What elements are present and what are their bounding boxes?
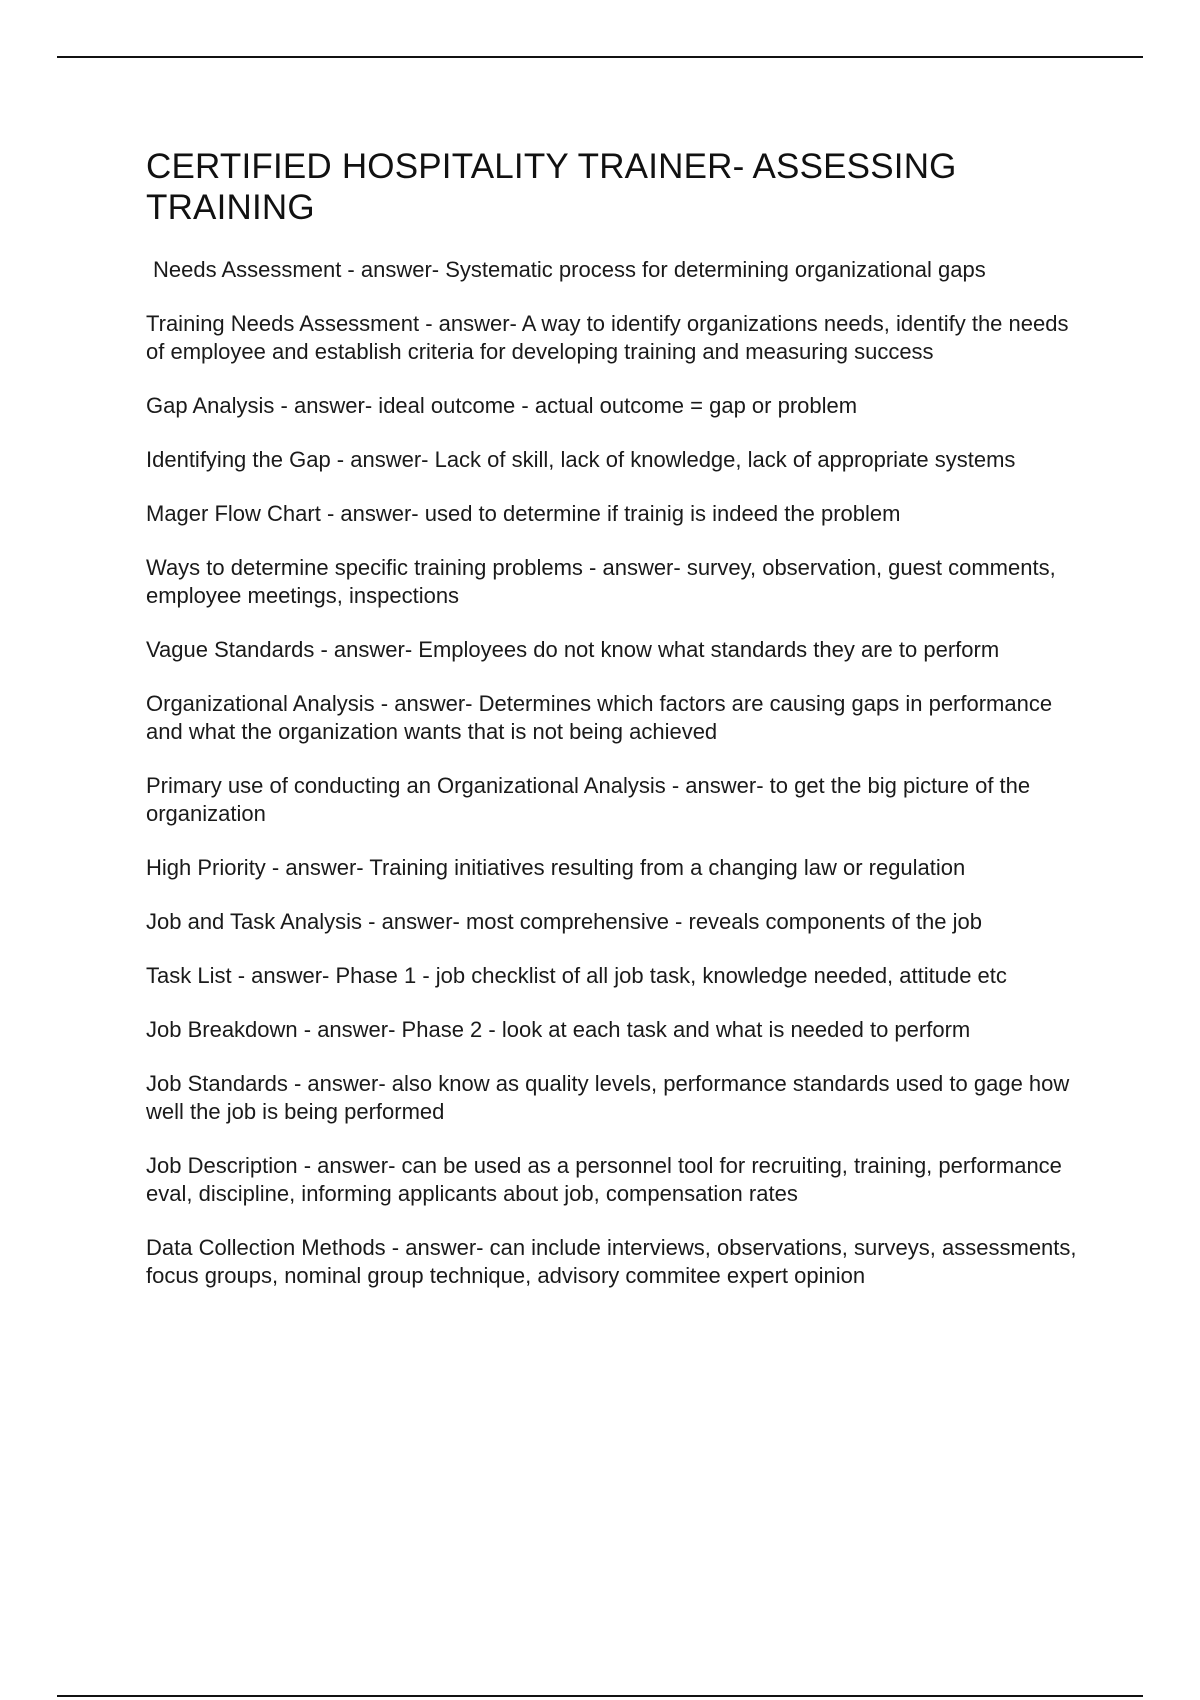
qa-entry: Training Needs Assessment - answer- A way to identify organizations needs, identify the needs of employee and establish criteria for developing training and measuring success	[146, 311, 1069, 364]
qa-entry: Data Collection Methods - answer- can include interviews, observations, surveys, assessments, focus groups, nominal group technique, advisory commitee expert opinion	[146, 1235, 1077, 1288]
top-rule	[57, 56, 1143, 58]
qa-entry: Job Description - answer- can be used as a personnel tool for recruiting, training, performance eval, discipline, informing applicants about job, compensation rates	[146, 1153, 1062, 1206]
bottom-rule	[57, 1695, 1143, 1697]
qa-entry: Needs Assessment - answer- Systematic process for determining organizational gaps	[153, 257, 986, 282]
qa-entry: Job and Task Analysis - answer- most comprehensive - reveals components of the job	[146, 909, 982, 934]
qa-entry: Mager Flow Chart - answer- used to determine if trainig is indeed the problem	[146, 501, 901, 526]
qa-entry: Identifying the Gap - answer- Lack of skill, lack of knowledge, lack of appropriate systems	[146, 447, 1016, 472]
qa-entry: High Priority - answer- Training initiatives resulting from a changing law or regulation	[146, 855, 966, 880]
qa-entry: Vague Standards - answer- Employees do not know what standards they are to perform	[146, 637, 1000, 662]
qa-entry: Job Standards - answer- also know as quality levels, performance standards used to gage how well the job is being performed	[146, 1071, 1070, 1124]
qa-entry: Gap Analysis - answer- ideal outcome - actual outcome = gap or problem	[146, 393, 858, 418]
document-body	[146, 146, 1091, 1316]
qa-entry: Organizational Analysis - answer- Determines which factors are causing gaps in performance and what the organization wants that is not being achieved	[146, 691, 1053, 744]
qa-entry: Ways to determine specific training problems - answer- survey, observation, guest comments, employee meetings, inspections	[146, 555, 1056, 608]
qa-entry: Primary use of conducting an Organizational Analysis - answer- to get the big picture of the organization	[146, 773, 1031, 826]
qa-entry: Task List - answer- Phase 1 - job checklist of all job task, knowledge needed, attitude etc	[146, 963, 1007, 988]
qa-entry: Job Breakdown - answer- Phase 2 - look at each task and what is needed to perform	[146, 1017, 971, 1042]
document-title: CERTIFIED HOSPITALITY TRAINER- ASSESSING TRAINING	[146, 147, 957, 227]
